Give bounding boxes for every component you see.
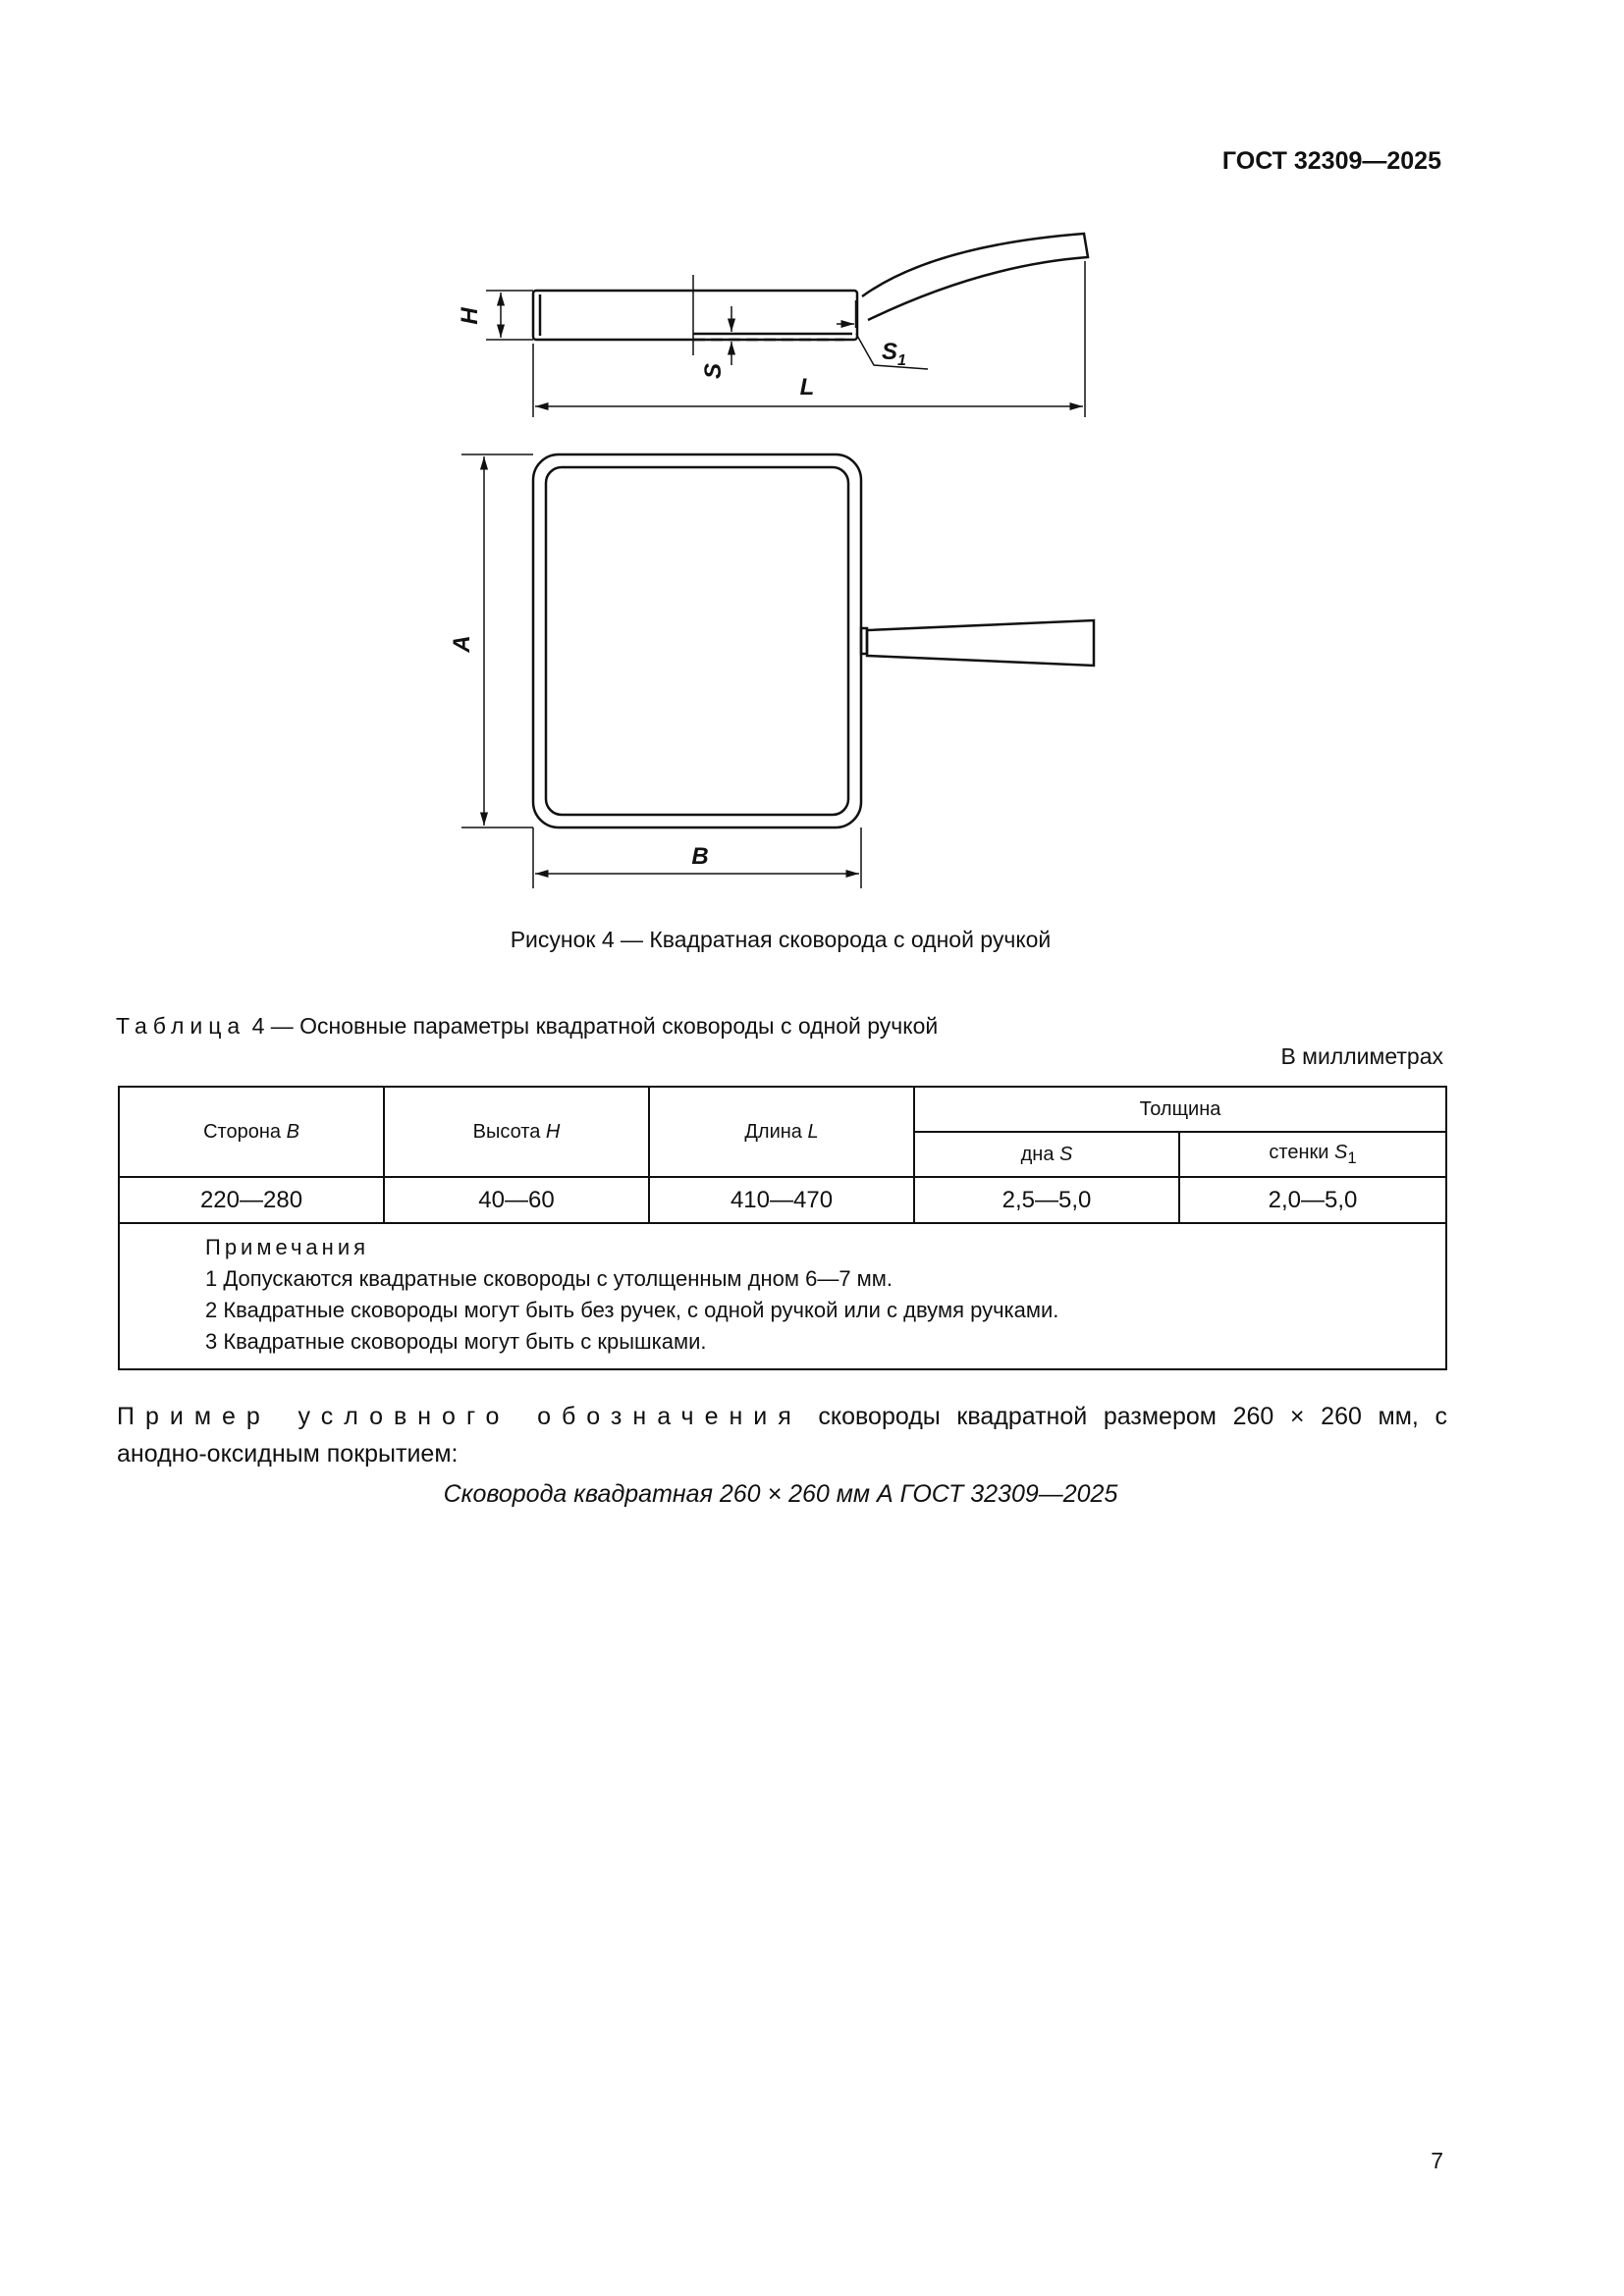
header-bottom: дна S [914, 1132, 1179, 1177]
side-view [486, 234, 1088, 417]
header-height: Высота H [384, 1087, 649, 1177]
table-title-prefix: Таблица [116, 1013, 246, 1039]
cell-bottom: 2,5—5,0 [914, 1177, 1179, 1223]
table-title [116, 1013, 938, 1040]
technical-drawing [0, 0, 1624, 913]
header-wall: стенки $S_1$ [1179, 1132, 1446, 1177]
note-item: 2 Квадратные сковороды могут быть без ручек, с одной ручкой или с двумя ручками. [205, 1298, 1059, 1322]
label-h: H [457, 307, 483, 325]
label-s1: $S_1$ [882, 339, 906, 369]
notes-cell [119, 1223, 1446, 1369]
header-side: Сторона B [119, 1087, 384, 1177]
example-designation: Сковорода квадратная 260 × 260 мм А ГОСТ 32309—2025 [443, 1480, 1118, 1508]
pan-outer-rim [533, 454, 861, 828]
example-paragraph [117, 1398, 1447, 1472]
example-text: сковороды квадратной размером 260 × 260 мм, с анодно-оксидным покрытием: [117, 1403, 1447, 1468]
notes-title: Примечания [205, 1235, 370, 1259]
standard-code: ГОСТ 32309—2025 [1221, 147, 1441, 175]
label-a: A [449, 635, 475, 653]
table-title-text: 4 — Основные параметры квадратной сковороды с одной ручкой [245, 1013, 939, 1039]
table-row [119, 1177, 1446, 1223]
cell-wall: 2,0—5,0 [1179, 1177, 1446, 1223]
label-s: S [700, 362, 727, 380]
cell-side: 220—280 [119, 1177, 384, 1223]
note-item: 1 Допускаются квадратные сковороды с утолщенным дном 6—7 мм. [205, 1266, 893, 1291]
cell-height: 40—60 [384, 1177, 649, 1223]
cell-length: 410—470 [649, 1177, 914, 1223]
pan-inner-rim [546, 467, 848, 815]
top-view [461, 454, 1094, 888]
label-l: L [799, 374, 815, 400]
note-item: 3 Квадратные сковороды могут быть с крышками. [205, 1329, 707, 1354]
pan-side-body [533, 291, 857, 340]
page-number: 7 [1431, 2148, 1443, 2173]
figure-caption: Рисунок 4 — Квадратная сковорода с одной ручкой [510, 927, 1052, 952]
header-length: Длина L [649, 1087, 914, 1177]
label-b: B [691, 843, 709, 870]
parameters-table [118, 1086, 1447, 1370]
table-units: В миллиметрах [1280, 1043, 1443, 1069]
side-handle [862, 234, 1088, 320]
example-lead: Пример условного обозначения [117, 1403, 802, 1430]
header-thickness: Толщина [914, 1087, 1446, 1132]
top-handle [867, 620, 1094, 666]
